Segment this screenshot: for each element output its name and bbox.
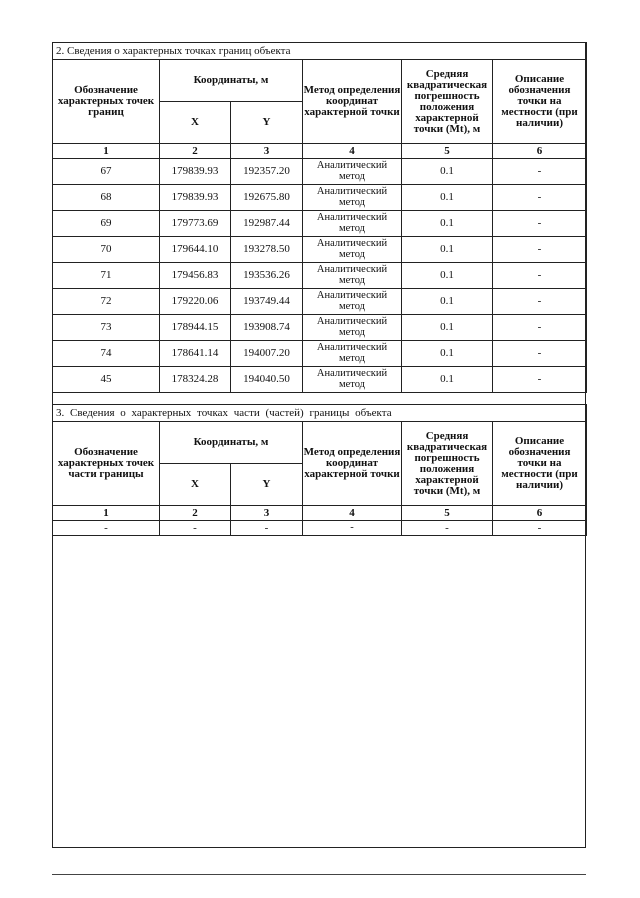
cell-x: 178944.15 <box>160 315 231 341</box>
cell-description: - <box>493 289 587 315</box>
cell-point-id: 70 <box>53 237 160 263</box>
cell-y: 194040.50 <box>231 367 303 393</box>
column-numbers-row <box>53 144 587 159</box>
cell-description: - <box>493 185 587 211</box>
col-number: 4 <box>303 144 402 159</box>
cell-method: Аналитический метод <box>303 211 402 237</box>
section2-table <box>52 42 587 393</box>
table-row <box>53 341 587 367</box>
col-x-header: X <box>160 102 231 144</box>
col-number: 6 <box>493 144 587 159</box>
col-error-header: Средняя квадратическая погрешность положения характерной точки (Mt), м <box>402 422 493 506</box>
cell-method: Аналитический метод <box>303 367 402 393</box>
col-number: 3 <box>231 506 303 521</box>
cell-x: 179644.10 <box>160 237 231 263</box>
cell-point-id: 72 <box>53 289 160 315</box>
cell-y: 194007.20 <box>231 341 303 367</box>
cell-description: - <box>493 237 587 263</box>
cell-mt: 0.1 <box>402 263 493 289</box>
table-row <box>53 521 587 536</box>
cell-point-id: 67 <box>53 159 160 185</box>
cell-mt: 0.1 <box>402 289 493 315</box>
cell-mt: - <box>402 521 493 536</box>
col-description-header: Описание обозначения точки на местности (при наличии) <box>493 422 587 506</box>
cell-description: - <box>493 159 587 185</box>
col-method-header: Метод определения координат характерной точки <box>303 422 402 506</box>
cell-mt: 0.1 <box>402 185 493 211</box>
col-number: 5 <box>402 144 493 159</box>
col-number: 1 <box>53 506 160 521</box>
col-designation-header: Обозначение характерных точек границ <box>53 60 160 144</box>
cell-description: - <box>493 521 587 536</box>
cell-mt: 0.1 <box>402 315 493 341</box>
cell-method: Аналитический метод <box>303 237 402 263</box>
col-number: 3 <box>231 144 303 159</box>
table-row <box>53 289 587 315</box>
cell-mt: 0.1 <box>402 237 493 263</box>
col-number: 2 <box>160 506 231 521</box>
section3-table <box>52 404 587 536</box>
section3-title: 3. Сведения о характерных точках части (частей) границы объекта <box>53 405 587 422</box>
table-row <box>53 237 587 263</box>
cell-x: 179839.93 <box>160 185 231 211</box>
col-designation-header: Обозначение характерных точек части границы <box>53 422 160 506</box>
cell-description: - <box>493 341 587 367</box>
col-coords-header: Координаты, м <box>160 60 303 102</box>
cell-y: 193536.26 <box>231 263 303 289</box>
cell-mt: 0.1 <box>402 341 493 367</box>
table-row <box>53 211 587 237</box>
cell-y: 193278.50 <box>231 237 303 263</box>
cell-mt: 0.1 <box>402 159 493 185</box>
cell-method: Аналитический метод <box>303 185 402 211</box>
cell-method: - <box>303 521 402 536</box>
cell-description: - <box>493 367 587 393</box>
col-y-header: Y <box>231 464 303 506</box>
table-row <box>53 367 587 393</box>
table-row <box>53 315 587 341</box>
footer-divider <box>52 874 586 875</box>
cell-y: 192675.80 <box>231 185 303 211</box>
col-coords-header: Координаты, м <box>160 422 303 464</box>
section2-title: 2. Сведения о характерных точках границ объекта <box>53 43 587 60</box>
cell-x: 178641.14 <box>160 341 231 367</box>
cell-x: 179456.83 <box>160 263 231 289</box>
cell-method: Аналитический метод <box>303 315 402 341</box>
cell-x: - <box>160 521 231 536</box>
cell-description: - <box>493 211 587 237</box>
col-number: 5 <box>402 506 493 521</box>
cell-point-id: 45 <box>53 367 160 393</box>
col-method-header: Метод определения координат характерной точки <box>303 60 402 144</box>
cell-y: - <box>231 521 303 536</box>
col-y-header: Y <box>231 102 303 144</box>
cell-point-id: 68 <box>53 185 160 211</box>
cell-x: 178324.28 <box>160 367 231 393</box>
column-numbers-row <box>53 506 587 521</box>
col-description-header: Описание обозначения точки на местности (при наличии) <box>493 60 587 144</box>
cell-x: 179839.93 <box>160 159 231 185</box>
table-row <box>53 185 587 211</box>
col-number: 6 <box>493 506 587 521</box>
table-row <box>53 263 587 289</box>
col-number: 1 <box>53 144 160 159</box>
col-number: 2 <box>160 144 231 159</box>
cell-point-id: 74 <box>53 341 160 367</box>
cell-point-id: 71 <box>53 263 160 289</box>
cell-point-id: - <box>53 521 160 536</box>
cell-description: - <box>493 315 587 341</box>
cell-x: 179220.06 <box>160 289 231 315</box>
cell-point-id: 73 <box>53 315 160 341</box>
cell-method: Аналитический метод <box>303 263 402 289</box>
cell-method: Аналитический метод <box>303 341 402 367</box>
cell-y: 192987.44 <box>231 211 303 237</box>
col-x-header: X <box>160 464 231 506</box>
cell-y: 192357.20 <box>231 159 303 185</box>
cell-mt: 0.1 <box>402 211 493 237</box>
cell-x: 179773.69 <box>160 211 231 237</box>
cell-method: Аналитический метод <box>303 289 402 315</box>
col-number: 4 <box>303 506 402 521</box>
table-row <box>53 159 587 185</box>
cell-point-id: 69 <box>53 211 160 237</box>
cell-y: 193908.74 <box>231 315 303 341</box>
col-error-header: Средняя квадратическая погрешность положения характерной точки (Mt), м <box>402 60 493 144</box>
cell-mt: 0.1 <box>402 367 493 393</box>
cell-method: Аналитический метод <box>303 159 402 185</box>
cell-y: 193749.44 <box>231 289 303 315</box>
cell-description: - <box>493 263 587 289</box>
